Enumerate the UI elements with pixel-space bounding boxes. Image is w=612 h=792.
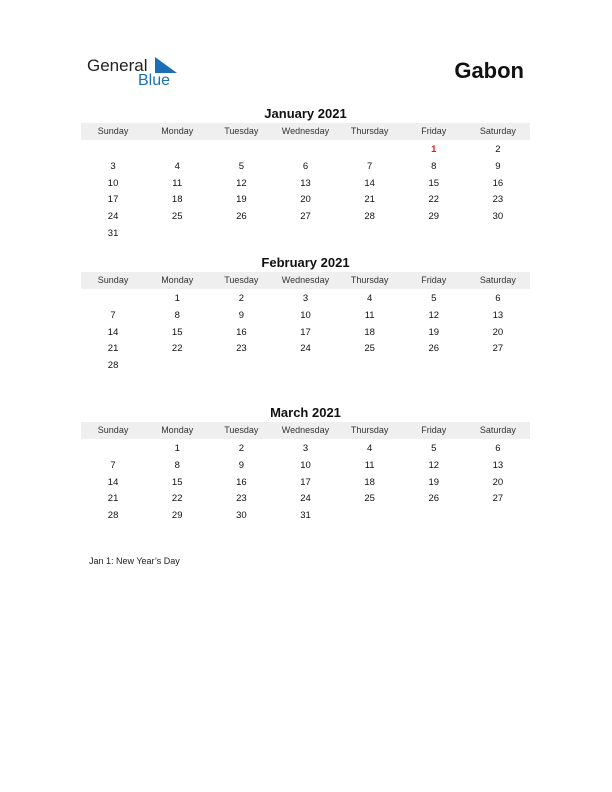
empty-day-cell xyxy=(209,226,273,243)
day-cell: 17 xyxy=(300,326,311,338)
generalblue-logo xyxy=(87,56,187,92)
day-cell: 10 xyxy=(300,309,311,321)
day-cell: 3 xyxy=(302,293,309,304)
day-cell: 16 xyxy=(236,326,247,338)
day-cell: 22 xyxy=(171,493,183,505)
day-cell: 15 xyxy=(171,326,183,338)
day-cell: 8 xyxy=(174,309,180,321)
day-cell: 31 xyxy=(107,227,119,239)
day-cell: 11 xyxy=(364,309,375,321)
day-cell: 8 xyxy=(431,160,437,172)
day-cell: 4 xyxy=(366,443,373,454)
week-row xyxy=(81,358,530,375)
day-cell: 12 xyxy=(428,309,440,321)
empty-day-cell xyxy=(466,508,530,525)
day-cell: 30 xyxy=(492,211,504,223)
weekday-label: Monday xyxy=(161,425,194,435)
day-cell: 24 xyxy=(107,211,119,223)
day-cell: 3 xyxy=(302,443,309,454)
day-cell: 9 xyxy=(238,459,244,471)
day-cell: 3 xyxy=(110,160,116,172)
empty-day-cell xyxy=(466,358,530,375)
weekday-label: Wednesday xyxy=(281,126,330,136)
day-cell: 27 xyxy=(492,343,504,355)
day-cell: 27 xyxy=(492,493,504,505)
empty-day-cell xyxy=(466,226,530,243)
day-cell: 25 xyxy=(364,343,375,355)
day-cell: 2 xyxy=(238,443,244,454)
weekday-label: Monday xyxy=(161,126,194,136)
weekday-label: Thursday xyxy=(350,425,389,435)
day-cell: 1 xyxy=(431,144,437,155)
day-cell: 6 xyxy=(302,160,309,172)
empty-day-cell xyxy=(273,226,337,243)
day-cell: 22 xyxy=(171,343,183,355)
day-cell: 8 xyxy=(174,459,180,471)
day-cell: 26 xyxy=(236,211,247,223)
day-cell: 13 xyxy=(300,177,311,189)
day-cell: 5 xyxy=(238,160,244,172)
day-cell: 26 xyxy=(428,493,440,505)
weekday-label: Sunday xyxy=(97,425,129,435)
day-cell: 12 xyxy=(236,177,247,189)
day-cell: 6 xyxy=(495,443,501,454)
day-cell: 14 xyxy=(107,326,119,338)
logo-word-blue: Blue xyxy=(138,72,171,89)
weekday-label: Wednesday xyxy=(281,425,330,435)
week-row xyxy=(81,176,530,193)
day-cell: 28 xyxy=(107,360,119,372)
day-cell: 15 xyxy=(428,177,440,189)
week-row xyxy=(81,475,530,492)
empty-day-cell xyxy=(81,142,145,159)
day-cell: 12 xyxy=(428,459,440,471)
weekday-label: Wednesday xyxy=(281,275,330,285)
empty-day-cell xyxy=(81,291,145,308)
day-cell: 7 xyxy=(366,160,373,172)
week-row xyxy=(81,192,530,209)
day-cell: 7 xyxy=(110,459,116,471)
day-cell: 25 xyxy=(171,211,183,223)
week-grid xyxy=(81,439,530,525)
week-row xyxy=(81,325,530,342)
weekday-label: Sunday xyxy=(97,126,129,136)
day-cell: 29 xyxy=(171,510,183,522)
day-cell: 24 xyxy=(300,493,311,505)
month-january xyxy=(81,106,530,243)
day-cell: 9 xyxy=(238,309,244,321)
day-cell: 28 xyxy=(364,211,375,223)
day-cell: 25 xyxy=(364,493,375,505)
day-cell: 23 xyxy=(492,194,504,206)
weekday-label: Friday xyxy=(421,275,447,285)
day-cell: 19 xyxy=(428,476,440,488)
day-cell: 24 xyxy=(300,343,311,355)
weekday-label: Thursday xyxy=(350,126,389,136)
week-row xyxy=(81,226,530,243)
month-march xyxy=(81,405,530,525)
week-row xyxy=(81,159,530,176)
month-february xyxy=(81,255,530,375)
day-cell: 7 xyxy=(110,309,116,321)
week-grid xyxy=(81,140,530,243)
day-cell: 10 xyxy=(107,177,119,189)
day-cell: 30 xyxy=(236,510,247,522)
day-cell: 19 xyxy=(428,326,440,338)
weekday-label: Tuesday xyxy=(224,126,259,136)
month-title: February 2021 xyxy=(261,255,350,270)
empty-day-cell xyxy=(145,358,209,375)
weekday-label: Saturday xyxy=(479,126,516,136)
weekday-label: Friday xyxy=(421,425,447,435)
day-cell: 20 xyxy=(492,326,504,338)
day-cell: 17 xyxy=(300,476,311,488)
month-title: January 2021 xyxy=(264,106,347,121)
day-cell: 21 xyxy=(107,493,119,505)
day-cell: 5 xyxy=(431,293,437,304)
weekday-label: Friday xyxy=(421,126,447,136)
week-row xyxy=(81,508,530,525)
day-cell: 10 xyxy=(300,459,311,471)
empty-day-cell xyxy=(81,441,145,458)
day-cell: 28 xyxy=(107,510,119,522)
day-cell: 20 xyxy=(492,476,504,488)
empty-day-cell xyxy=(402,226,466,243)
weekday-label: Tuesday xyxy=(224,275,259,285)
day-cell: 26 xyxy=(428,343,440,355)
week-grid xyxy=(81,289,530,375)
day-cell: 1 xyxy=(174,293,180,304)
day-cell: 17 xyxy=(107,194,119,206)
empty-day-cell xyxy=(209,142,273,159)
week-row xyxy=(81,209,530,226)
day-cell: 29 xyxy=(428,211,440,223)
empty-day-cell xyxy=(209,358,273,375)
week-row xyxy=(81,441,530,458)
empty-day-cell xyxy=(145,142,209,159)
day-cell: 2 xyxy=(238,293,244,304)
empty-day-cell xyxy=(402,508,466,525)
day-cell: 13 xyxy=(492,459,504,471)
day-cell: 23 xyxy=(236,493,247,505)
empty-day-cell xyxy=(402,358,466,375)
day-cell: 13 xyxy=(492,309,504,321)
weekday-header xyxy=(81,123,530,140)
day-cell: 18 xyxy=(364,326,375,338)
weekday-label: Saturday xyxy=(479,275,516,285)
weekday-label: Thursday xyxy=(350,275,389,285)
week-row xyxy=(81,458,530,475)
day-cell: 31 xyxy=(300,510,311,522)
weekday-header xyxy=(81,272,530,289)
holiday-notes xyxy=(89,556,180,566)
day-cell: 23 xyxy=(236,343,247,355)
day-cell: 6 xyxy=(495,293,501,304)
empty-day-cell xyxy=(338,508,402,525)
day-cell: 27 xyxy=(300,211,311,223)
empty-day-cell xyxy=(338,226,402,243)
day-cell: 15 xyxy=(171,476,183,488)
day-cell: 11 xyxy=(172,177,183,189)
weekday-label: Saturday xyxy=(479,425,516,435)
day-cell: 14 xyxy=(364,177,375,189)
day-cell: 5 xyxy=(431,443,437,454)
day-cell: 19 xyxy=(236,194,247,206)
month-title: March 2021 xyxy=(270,405,341,420)
day-cell: 1 xyxy=(174,443,180,454)
day-cell: 14 xyxy=(107,476,119,488)
day-cell: 18 xyxy=(171,194,183,206)
day-cell: 16 xyxy=(492,177,504,189)
day-cell: 22 xyxy=(428,194,440,206)
day-cell: 18 xyxy=(364,476,375,488)
logo-word-general: General xyxy=(87,56,148,75)
empty-day-cell xyxy=(273,142,337,159)
holiday-note: Jan 1: New Year’s Day xyxy=(89,556,180,566)
empty-day-cell xyxy=(273,358,337,375)
week-row xyxy=(81,291,530,308)
day-cell: 20 xyxy=(300,194,311,206)
day-cell: 4 xyxy=(174,160,180,172)
weekday-label: Tuesday xyxy=(224,425,259,435)
empty-day-cell xyxy=(338,358,402,375)
empty-day-cell xyxy=(145,226,209,243)
day-cell: 9 xyxy=(495,160,501,172)
weekday-header xyxy=(81,422,530,439)
day-cell: 16 xyxy=(236,476,247,488)
day-cell: 21 xyxy=(364,194,375,206)
weekday-label: Monday xyxy=(161,275,194,285)
week-row xyxy=(81,142,530,159)
week-row xyxy=(81,341,530,358)
day-cell: 21 xyxy=(107,343,119,355)
day-cell: 2 xyxy=(495,144,501,155)
day-cell: 11 xyxy=(364,459,375,471)
week-row xyxy=(81,308,530,325)
week-row xyxy=(81,491,530,508)
day-cell: 4 xyxy=(366,293,373,304)
empty-day-cell xyxy=(338,142,402,159)
country-title: Gabon xyxy=(454,58,524,83)
weekday-label: Sunday xyxy=(97,275,129,285)
